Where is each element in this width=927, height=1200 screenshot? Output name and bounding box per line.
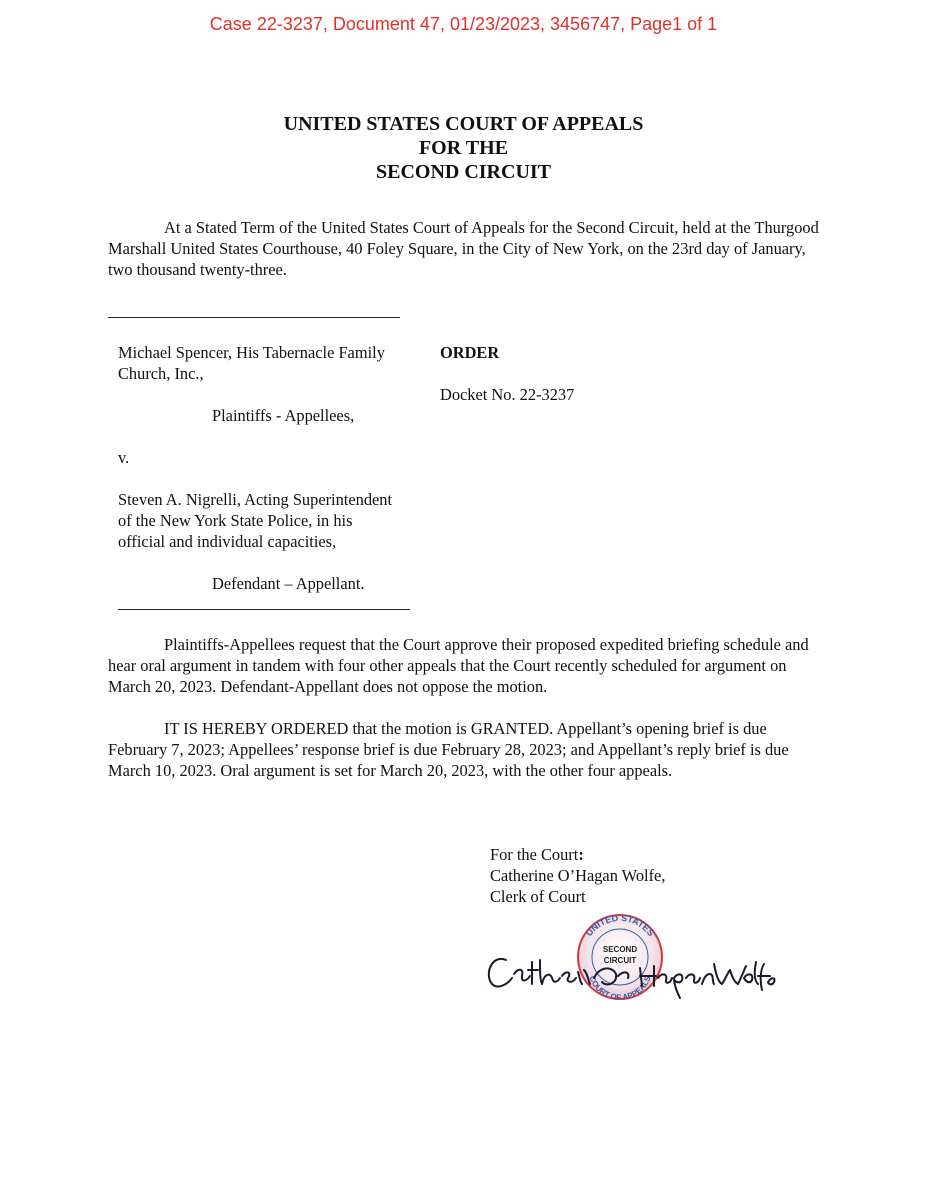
signature-with-seal: [478, 912, 778, 1002]
plaintiff-line2: Church, Inc.,: [118, 364, 204, 383]
for-the-court-label: For the Court: [490, 845, 579, 864]
defendant-line1: Steven A. Nigrelli, Acting Superintendent: [118, 490, 393, 509]
court-seal-graphic: [478, 912, 778, 1002]
seal-top-text: UNITED STATES: [583, 912, 657, 939]
defendant-line2: of the New York State Police, in his: [118, 511, 353, 530]
seal-center-line2: CIRCUIT: [603, 956, 637, 965]
court-title: [0, 112, 927, 184]
case-header-stamp: Case 22-3237, Document 47, 01/23/2023, 3456747, Page1 of 1: [209, 14, 718, 34]
seal-bottom-text: COURT OF APPEALS: [587, 974, 653, 1002]
clerk-name: Catherine O’Hagan Wolfe,: [490, 866, 666, 885]
docket-number: Docket No. 22-3237: [440, 385, 575, 404]
body-paragraph-1: Plaintiffs-Appellees request that the Court approve their proposed expedited briefing schedule and hear oral argument in tandem with four other appeals that the Court recently scheduled for argument on March 20, 2023. Defendant-Appellant does not oppose the motion.: [108, 635, 809, 696]
caption-bottom-rule: [118, 609, 410, 610]
defendant-name: [118, 489, 392, 552]
for-the-court-colon: :: [578, 845, 584, 864]
versus-label: v.: [118, 448, 130, 467]
defendant-line3: official and individual capacities,: [118, 532, 337, 551]
clerk-title: Clerk of Court: [490, 887, 586, 906]
court-title-line3: SECOND CIRCUIT: [375, 161, 552, 183]
signature-block: [490, 844, 665, 907]
plaintiff-role: Plaintiffs - Appellees,: [212, 406, 355, 425]
caption-top-rule: [108, 317, 400, 318]
seal-center-line1: SECOND: [602, 945, 638, 954]
court-title-line1: UNITED STATES COURT OF APPEALS: [283, 113, 644, 135]
court-seal: [578, 913, 662, 1002]
order-label: ORDER: [440, 343, 500, 362]
for-the-court-line: [490, 844, 665, 865]
plaintiff-line1: Michael Spencer, His Tabernacle Family: [118, 343, 385, 362]
intro-paragraph: At a Stated Term of the United States Court of Appeals for the Second Circuit, held at the Thurgood Marshall United States Courthouse, 40 Foley Square, in the City of New York, on the 23rd day of January, two thousand twenty-three.: [108, 218, 819, 279]
plaintiff-name: [118, 342, 385, 384]
defendant-role: Defendant – Appellant.: [212, 574, 365, 593]
court-title-line2: FOR THE: [418, 137, 509, 159]
body-paragraph-2: IT IS HEREBY ORDERED that the motion is GRANTED. Appellant’s opening brief is due February 7, 2023; Appellees’ response brief is due February 28, 2023; and Appellant’s reply brief is due March 10, 2023. Oral argument is set for March 20, 2023, with the other four appeals.: [108, 719, 789, 780]
